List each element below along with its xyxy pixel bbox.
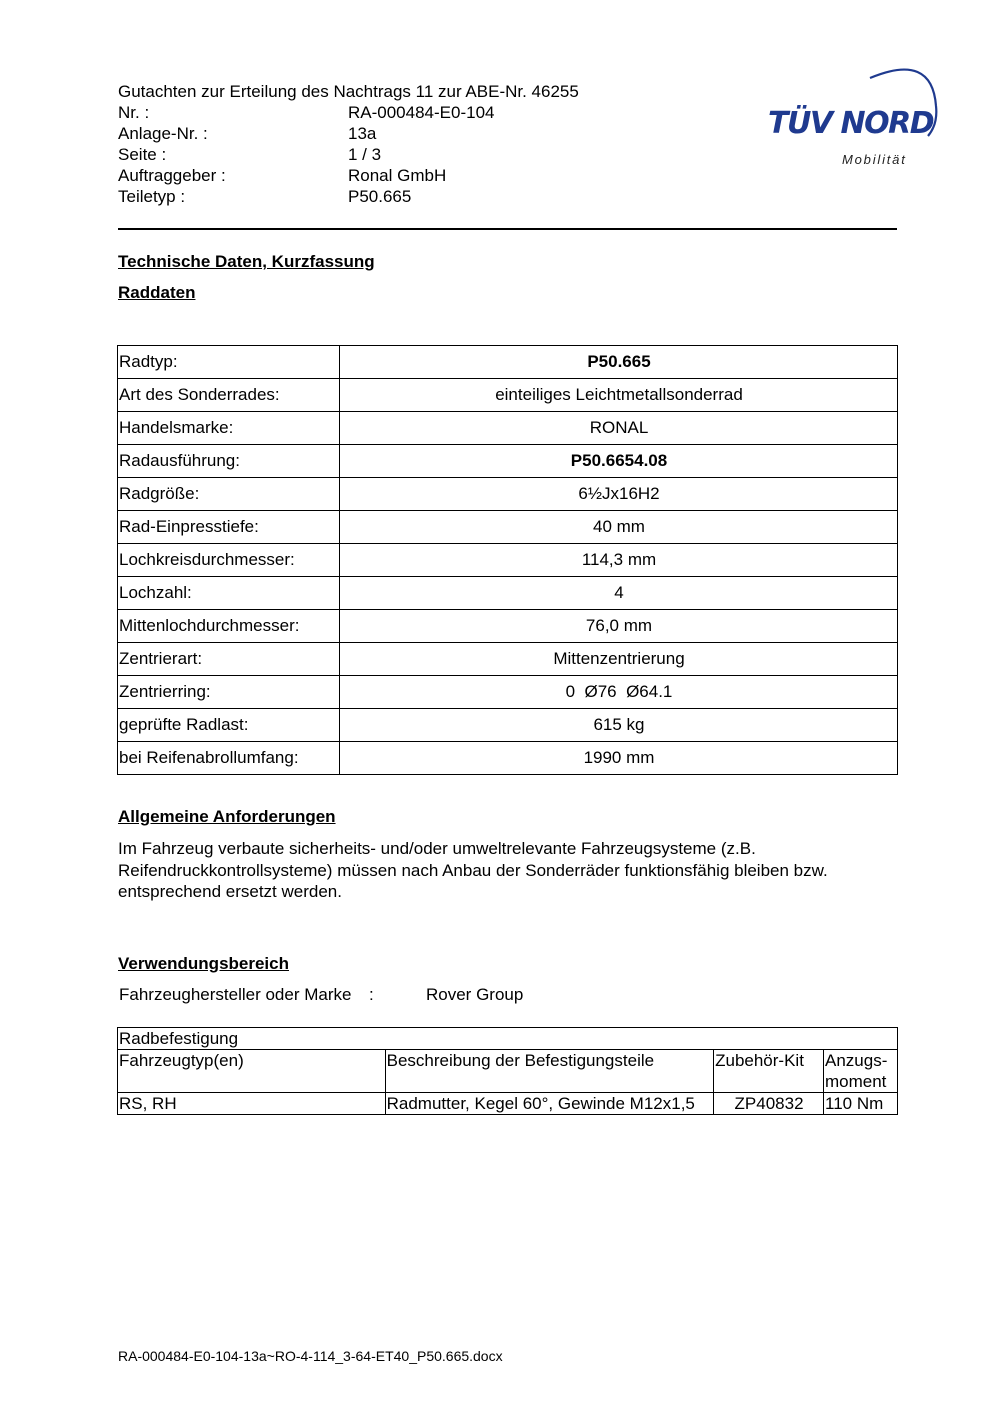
row-label: Radgröße:: [118, 478, 340, 511]
column-header: Zubehör-Kit: [714, 1050, 824, 1093]
row-value: RONAL: [340, 412, 898, 445]
table-title-row: [118, 1028, 898, 1050]
logo-brand: TÜV NORD: [768, 106, 934, 141]
row-value: 6½Jx16H2: [340, 478, 898, 511]
meta-value: 1 / 3: [348, 145, 382, 164]
logo-subtitle: Mobilität: [842, 152, 907, 167]
row-value: 114,3 mm: [340, 544, 898, 577]
table-row: [118, 742, 898, 775]
meta-row-anlage: [118, 123, 678, 144]
row-value: P50.6654.08: [340, 445, 898, 478]
allgemein-paragraph: Im Fahrzeug verbaute sicherheits- und/oder umweltrelevante Fahrzeugsysteme (z.B. Reifendruckkontrollsysteme) müssen nach Anbau der Sonderräder funktionsfähig bleiben bzw. entsprechend ersetzt werden.: [118, 839, 828, 901]
row-label: Handelsmarke:: [118, 412, 340, 445]
table-header-row: [118, 1050, 898, 1093]
row-value: 4: [340, 577, 898, 610]
row-label: Zentrierring:: [118, 676, 340, 709]
meta-row-seite: [118, 144, 678, 165]
meta-label: Anlage-Nr. :: [118, 124, 208, 143]
meta-label: Seite :: [118, 145, 167, 164]
cell-moment: 110 Nm: [824, 1093, 898, 1115]
section-title-verwendung: Verwendungsbereich: [118, 954, 289, 973]
row-value: 40 mm: [340, 511, 898, 544]
befestigung-table: [117, 1027, 898, 1115]
row-label: Lochzahl:: [118, 577, 340, 610]
table-row: [118, 676, 898, 709]
row-label: Rad-Einpresstiefe:: [118, 511, 340, 544]
row-label: Mittenlochdurchmesser:: [118, 610, 340, 643]
meta-label: Nr. :: [118, 103, 150, 122]
meta-row-teiletyp: [118, 186, 678, 207]
row-label: Art des Sonderrades:: [118, 379, 340, 412]
meta-label: Auftraggeber :: [118, 166, 226, 185]
hersteller-line: [119, 985, 523, 1005]
section-title-allgemein: Allgemeine Anforderungen: [118, 807, 336, 826]
row-value: Mittenzentrierung: [340, 643, 898, 676]
header-divider: [118, 228, 897, 230]
row-label: Radtyp:: [118, 346, 340, 379]
table-row: [118, 379, 898, 412]
row-value: 0 Ø76 Ø64.1: [340, 676, 898, 709]
table-row: [118, 643, 898, 676]
section-title-tech: Technische Daten, Kurzfassung: [118, 252, 375, 271]
row-value: 615 kg: [340, 709, 898, 742]
tuv-nord-logo: [760, 56, 945, 176]
table-title: Radbefestigung: [118, 1028, 898, 1050]
meta-label: Teiletyp :: [118, 187, 186, 206]
table-row: [118, 478, 898, 511]
row-label: geprüfte Radlast:: [118, 709, 340, 742]
table-row: [118, 544, 898, 577]
table-row: [118, 445, 898, 478]
column-header: Anzugs-moment: [824, 1050, 898, 1093]
document-header: [118, 81, 678, 207]
section-title-raddaten: Raddaten: [118, 283, 196, 302]
table-row: [118, 610, 898, 643]
row-value: einteiliges Leichtmetallsonderrad: [340, 379, 898, 412]
table-row: [118, 1093, 898, 1115]
hersteller-value: Rover Group: [426, 985, 524, 1004]
row-value: 76,0 mm: [340, 610, 898, 643]
meta-value: RA-000484-E0-104: [348, 103, 495, 122]
row-label: Zentrierart:: [118, 643, 340, 676]
row-label: Radausführung:: [118, 445, 340, 478]
footer-filename: RA-000484-E0-104-13a~RO-4-114_3-64-ET40_P50.665.docx: [118, 1348, 503, 1364]
column-header: Fahrzeugtyp(en): [118, 1050, 386, 1093]
table-row: [118, 709, 898, 742]
cell-beschreibung: Radmutter, Kegel 60°, Gewinde M12x1,5: [385, 1093, 713, 1115]
row-label: Lochkreisdurchmesser:: [118, 544, 340, 577]
meta-value: Ronal GmbH: [348, 166, 447, 185]
meta-row-nr: [118, 102, 678, 123]
row-label: bei Reifenabrollumfang:: [118, 742, 340, 775]
meta-value: P50.665: [348, 187, 412, 206]
table-row: [118, 511, 898, 544]
table-row: [118, 346, 898, 379]
meta-row-auftraggeber: [118, 165, 678, 186]
cell-kit: ZP40832: [714, 1093, 824, 1115]
table-row: [118, 412, 898, 445]
meta-value: 13a: [348, 124, 377, 143]
row-value: P50.665: [340, 346, 898, 379]
column-header: Beschreibung der Befestigungsteile: [385, 1050, 713, 1093]
hersteller-label: Fahrzeughersteller oder Marke: [119, 985, 352, 1004]
row-value: 1990 mm: [340, 742, 898, 775]
table-row: [118, 577, 898, 610]
cell-typ: RS, RH: [118, 1093, 386, 1115]
hersteller-separator: :: [369, 985, 374, 1004]
raddaten-table: [117, 345, 898, 775]
document-title: Gutachten zur Erteilung des Nachtrags 11 zur ABE-Nr. 46255: [118, 82, 579, 101]
